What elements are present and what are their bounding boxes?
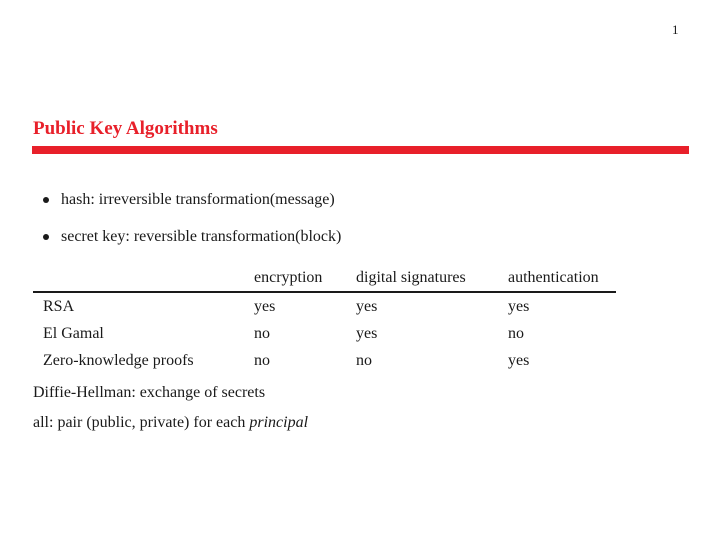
principal-emphasis: principal	[249, 414, 309, 431]
cell-algorithm: El Gamal	[43, 324, 104, 342]
page-number: 1	[672, 22, 679, 37]
bullet-dot-icon	[43, 234, 49, 240]
table-row	[33, 292, 616, 320]
header-encryption: encryption	[254, 268, 323, 286]
cell-digital-signatures: no	[356, 351, 372, 369]
cell-encryption: no	[254, 324, 270, 342]
table-row	[33, 320, 616, 347]
bullet-dot-icon	[43, 197, 49, 203]
bullet-text: secret key: reversible transformation(block)	[61, 228, 342, 245]
cell-algorithm: RSA	[43, 297, 75, 315]
cell-authentication: yes	[508, 351, 530, 369]
principal-pair-prefix: all: pair (public, private) for each	[33, 414, 250, 431]
cell-authentication: no	[508, 324, 524, 342]
title-underline-bar	[32, 146, 689, 154]
table-row	[33, 347, 616, 374]
diffie-hellman-line: Diffie-Hellman: exchange of secrets	[33, 384, 266, 401]
header-authentication: authentication	[508, 268, 599, 286]
bullet-item-hash	[40, 188, 341, 212]
slide-title: Public Key Algorithms	[33, 118, 218, 139]
principal-pair-line	[33, 414, 308, 432]
cell-authentication: yes	[508, 297, 530, 315]
table-header-row	[33, 264, 616, 292]
cell-digital-signatures: yes	[356, 297, 378, 315]
header-digital-signatures: digital signatures	[356, 268, 466, 286]
bullet-list	[40, 188, 341, 262]
cell-digital-signatures: yes	[356, 324, 378, 342]
algorithm-comparison-table	[33, 264, 616, 374]
bullet-item-secret-key	[40, 225, 341, 249]
cell-encryption: yes	[254, 297, 276, 315]
bullet-text: hash: irreversible transformation(message)	[61, 191, 335, 208]
cell-algorithm: Zero-knowledge proofs	[43, 351, 194, 369]
header-algorithm	[33, 264, 244, 292]
cell-encryption: no	[254, 351, 270, 369]
